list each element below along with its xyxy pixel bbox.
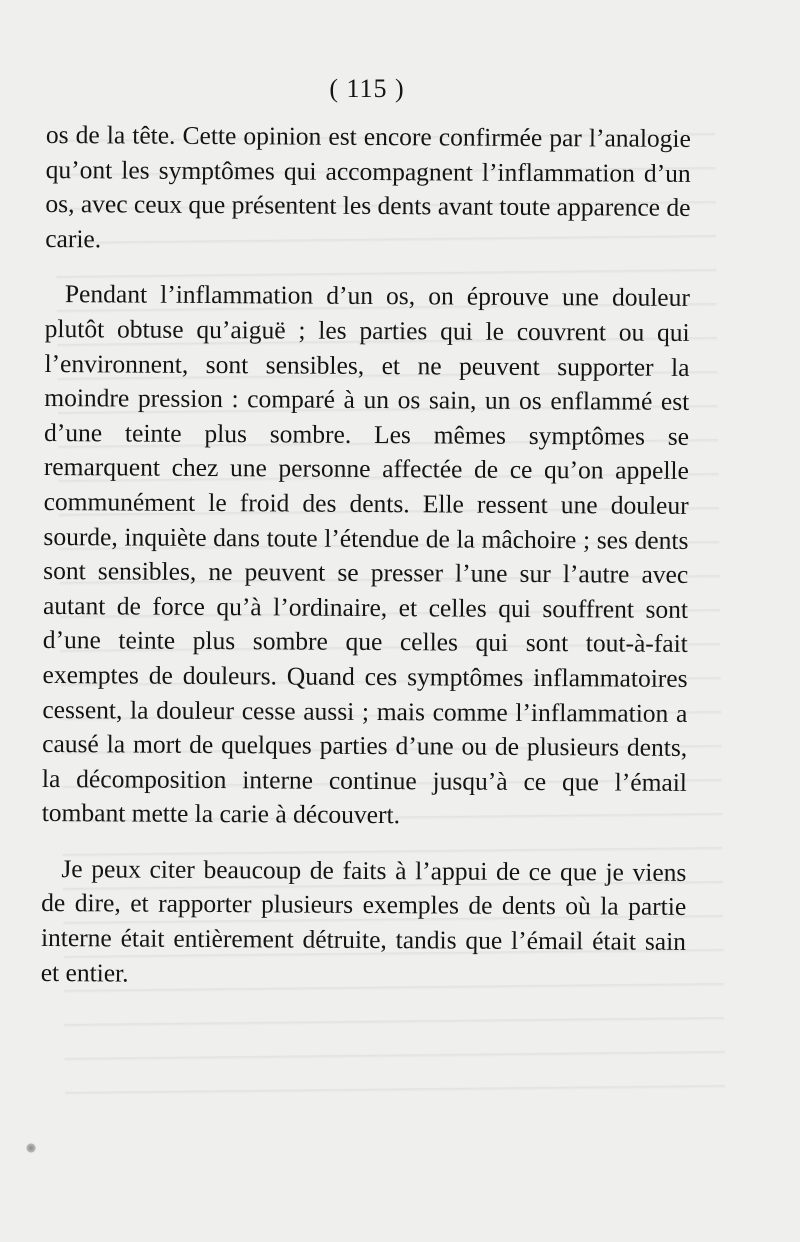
body-text: [41, 118, 691, 994]
paragraph-2: Pendant l’inflammation d’un os, on éprouve une douleur plutôt obtuse qu’aiguë ; les parties qui le couvrent ou qui l’environnent, sont sensibles, et ne peuvent supporter la moindre pression : comparé à un os sain, un os enflammé est d’une teinte plus sombre. Les mêmes symptômes se remarquent chez une personne affectée de ce qu’on appelle communément le froid des dents. Elle ressent une douleur sourde, inquiète dans toute l’étendue de la mâchoire ; ses dents sont sensibles, ne peuvent se presser l’une sur l’autre avec autant de force qu’à l’ordinaire, et celles qui souffrent sont d’une teinte plus sombre que celles qui sont tout-à-fait exemptes de douleurs. Quand ces symptômes inflammatoires cessent, la douleur cesse aussi ; mais comme l’inflammation a causé la mort de quelques parties d’une ou de plusieurs dents, la décomposition interne continue jusqu’à ce que l’émail tombant mette la carie à découvert.: [41, 279, 691, 830]
paragraph-3: Je peux citer beaucoup de faits à l’appui de ce que je viens de dire, et rapporter plusieurs exemples de dents où la partie interne était entièrement détruite, tandis que l’émail était sain et entier.: [40, 853, 687, 988]
paper-speck: [26, 1143, 36, 1153]
paragraph-1: os de la tête. Cette opinion est encore confirmée par l’analogie qu’ont les symptômes qui accompagnent l’inflammation d’un os, avec ceux que présentent les dents avant toute apparence de carie.: [45, 119, 691, 254]
page-number: ( 115 ): [329, 74, 405, 103]
